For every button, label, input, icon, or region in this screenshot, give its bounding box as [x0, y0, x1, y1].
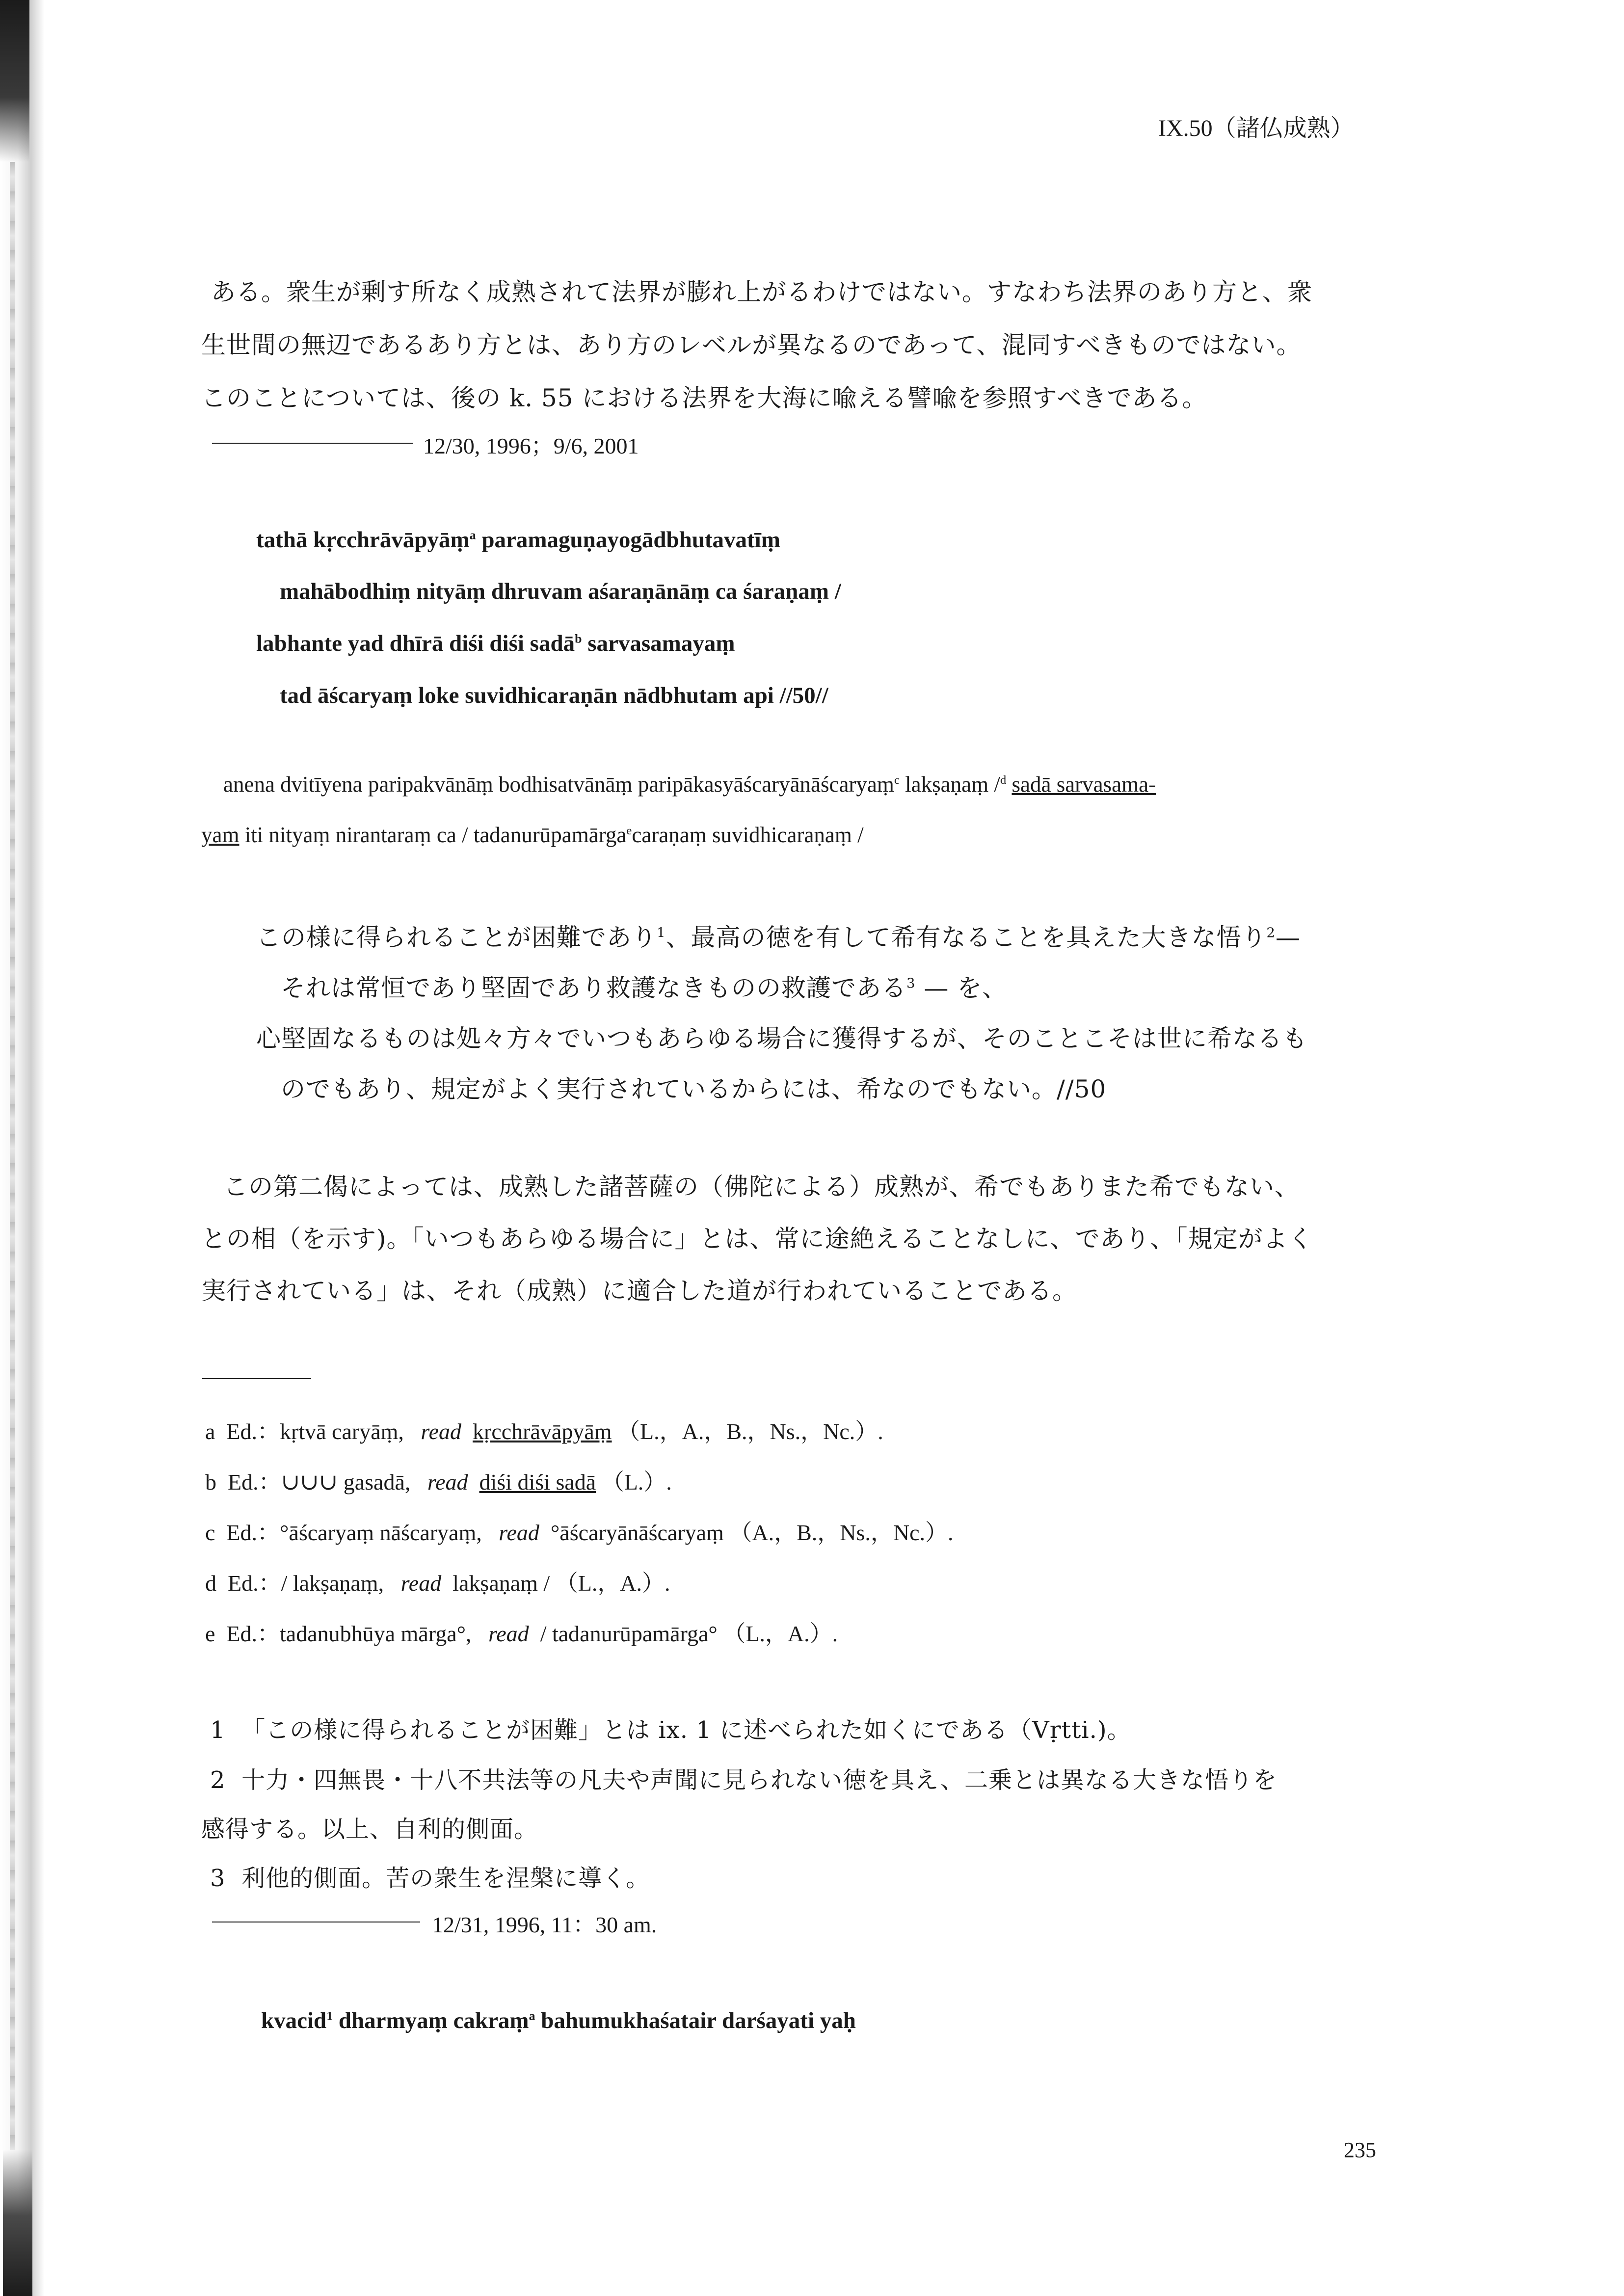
scan-spine-strip: [10, 162, 15, 2150]
page-number: 235: [1344, 2138, 1376, 2162]
commentary-line-2: yam iti nityaṃ nirantaraṃ ca / tadanurūpamārga$^e$caraṇaṃ suvidhicaraṇaṃ /: [201, 823, 864, 847]
footnotes-date: 12/31, 1996, 11：30 am.: [432, 1912, 657, 1937]
commentary-line-1: anena dvitīyena paripakvānāṃ bodhisatvānāṃ paripākasyāścaryānāścaryaṃ$^c$ lakṣaṇaṃ /$^d$ sadā sarvasama-: [223, 772, 1156, 797]
scan-shadow-bottom: [3, 2150, 32, 2296]
translation-line-2: それは常恒であり堅固であり救護なきものの救護である$^3$ — を、: [281, 974, 1008, 1002]
verse-line-1: tathā kṛcchrāvāpyāṃ$^a$ paramaguṇayogādbhutavatīṃ: [256, 527, 780, 553]
verse-line-2: mahābodhiṃ nityāṃ dhruvam aśaraṇānāṃ ca śaraṇaṃ /: [280, 579, 841, 604]
notes-separator: [202, 1378, 311, 1379]
critical-note-a: a Ed.：kṛtvā caryāṃ, read kṛcchrāvāpyāṃ （L.，A.，B.，Ns.，Nc.）.: [205, 1419, 883, 1444]
footnote-3: 3 利他的側面。苦の衆生を涅槃に導く。: [210, 1865, 650, 1892]
explanation-line-1: この第二偈によっては、成熟した諸菩薩の（佛陀による）成熟が、希でもありまた希でもない、: [223, 1173, 1300, 1201]
critical-note-e: e Ed.：tadanubhūya mārga°, read / tadanurūpamārga° （L.，A.）.: [205, 1621, 838, 1646]
translation-line-4: のでもあり、規定がよく実行されているからには、希なのでもない。//50: [281, 1075, 1107, 1103]
critical-note-c: c Ed.：°āścaryaṃ nāścaryaṃ, read °āścaryānāścaryaṃ （A.，B.，Ns.，Nc.）.: [205, 1520, 954, 1545]
underlined-text: yam: [201, 823, 240, 847]
translation-line-1: この様に得られることが困難であり$^1$、最高の徳を有して希有なることを具えた大きな悟り$^2$—: [256, 923, 1301, 952]
verse-line-4: tad āścaryaṃ loke suvidhicaraṇān nādbhutam api //50//: [280, 683, 828, 708]
next-verse-line: kvacid$^1$ dharmyaṃ cakraṃ$^a$ bahumukhaśatair darśayati yaḥ: [261, 2008, 856, 2033]
verse-line-3: labhante yad dhīrā diśi diśi sadā$^b$ sarvasamayaṃ: [256, 631, 735, 656]
scan-shadow-top: [0, 0, 29, 162]
date-rule: [212, 443, 413, 444]
critical-note-d: d Ed.：/ lakṣaṇaṃ, read lakṣaṇaṃ / （L.，A.）.: [205, 1571, 670, 1596]
scan-shadow-edge: [0, 0, 44, 2296]
critical-note-b: b Ed.：∪∪∪ gasadā, read diśi diśi sadā （L.）.: [205, 1469, 672, 1495]
footnote-2: 2 十力・四無畏・十八不共法等の凡夫や声聞に見られない徳を具え、二乗とは異なる大きな悟りを: [210, 1766, 1277, 1794]
underlined-text: sadā sarvasama-: [1012, 772, 1156, 797]
translation-line-3: 心堅固なるものは処々方々でいつもあらゆる場合に獲得するが、そのことこそは世に希なるも: [256, 1024, 1307, 1053]
intro-line-3: このことについては、後の k. 55 における法界を大海に喩える譬喩を参照すべきである。: [201, 384, 1207, 412]
intro-date: 12/30, 1996；9/6, 2001: [423, 433, 639, 458]
footnote-1: 1 「この様に得られることが困難」とは ix. 1 に述べられた如くにである（Vṛtti.)。: [210, 1716, 1131, 1744]
explanation-line-3: 実行されている」は、それ（成熟）に適合した道が行われていることである。: [201, 1277, 1077, 1305]
running-head: IX.50（諸仏成熟）: [1158, 115, 1354, 141]
intro-line-2: 生世間の無辺であるあり方とは、あり方のレベルが異なるのであって、混同すべきものではない。: [201, 331, 1302, 359]
explanation-line-2: との相（を示す)。「いつもあらゆる場合に」とは、常に途絶えることなしに、であり、「規定がよく: [201, 1225, 1313, 1253]
footnote-2-cont: 感得する。以上、自利的側面。: [201, 1815, 538, 1843]
intro-line-1: ある。衆生が剰す所なく成熟されて法界が膨れ上がるわけではない。すなわち法界のあり方と、衆: [211, 278, 1312, 306]
